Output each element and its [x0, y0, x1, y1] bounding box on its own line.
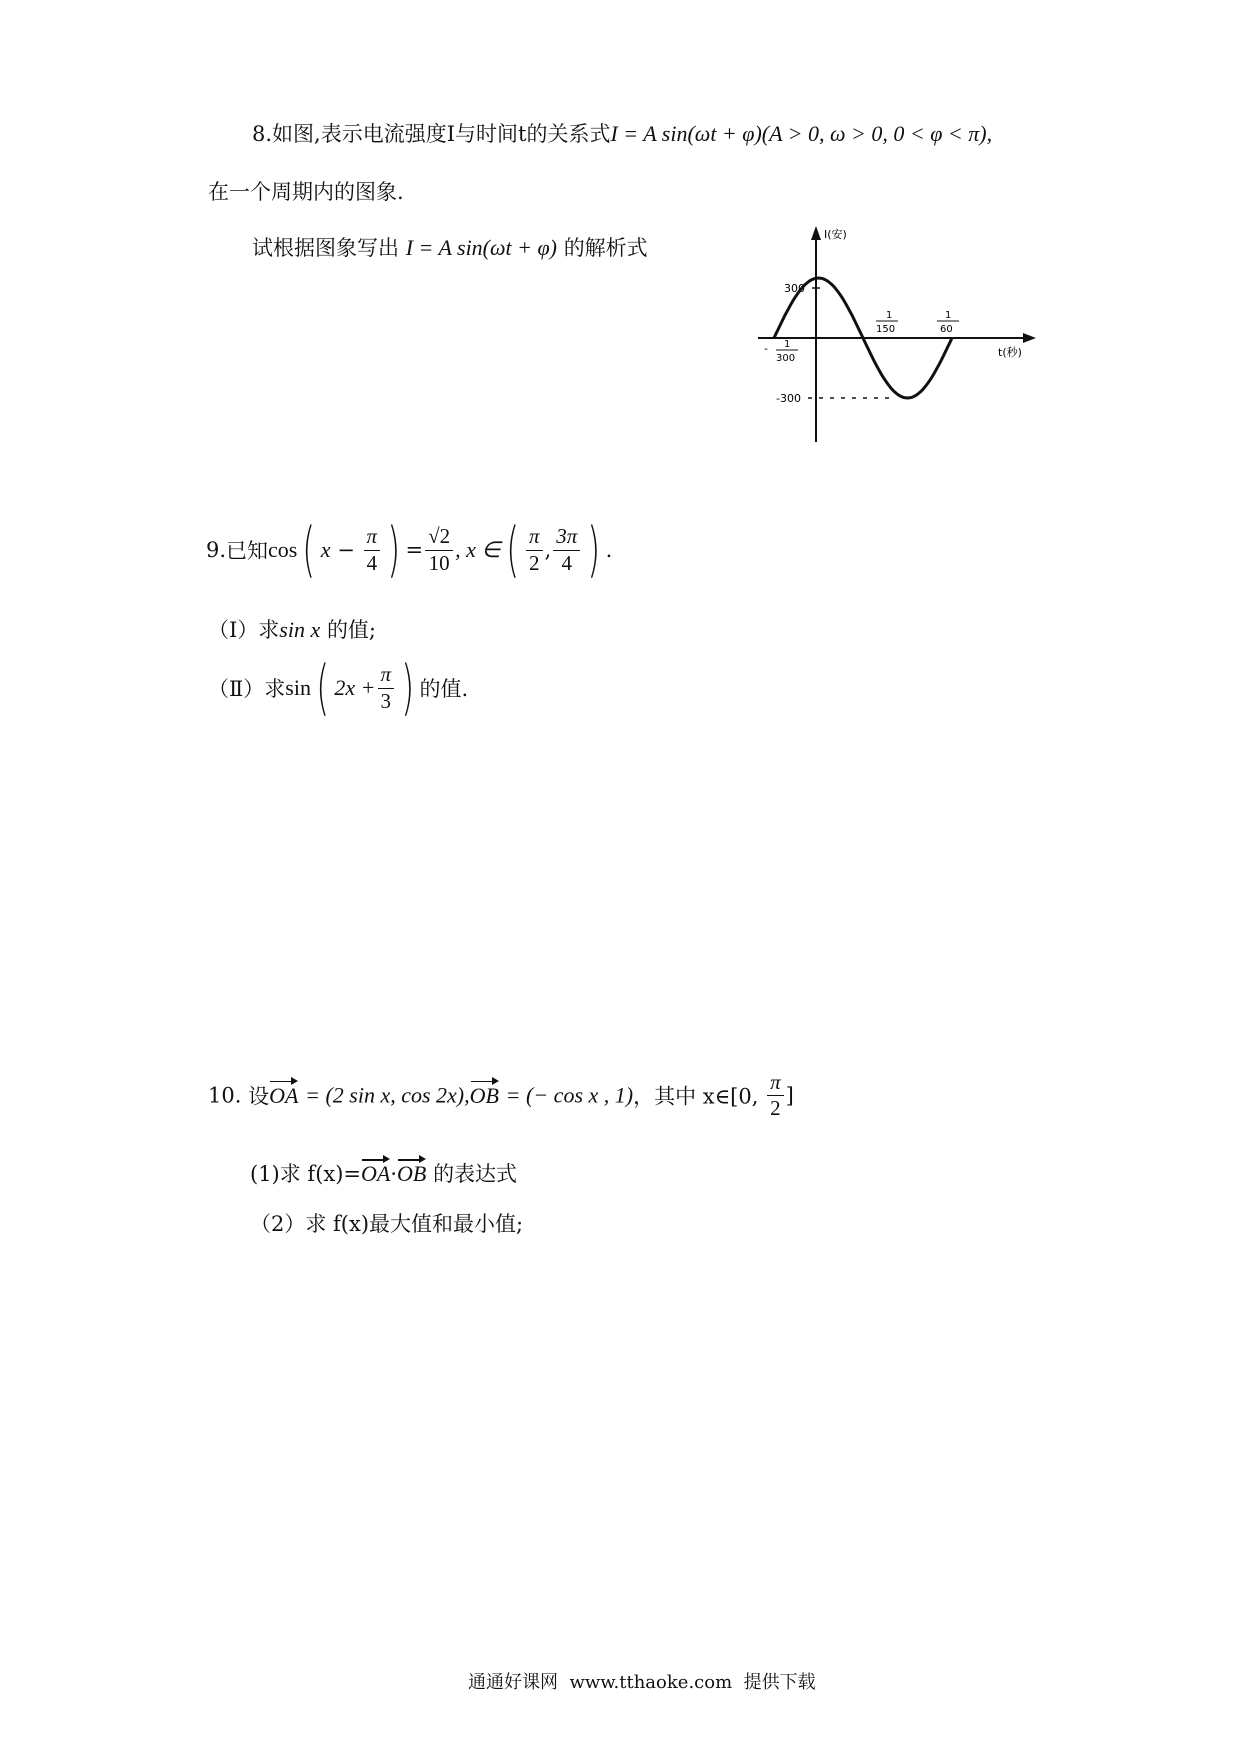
q9-pi: π [364, 524, 381, 550]
q8-task-formula: I = A sin(ωt + φ) [405, 235, 557, 260]
q10-two: 2 [770, 1096, 781, 1121]
q9-part1 [208, 614, 376, 644]
x-axis-label: t(秒) [998, 346, 1022, 359]
q9-part2-inner: 2x + [334, 675, 376, 700]
q9-number: 9. [206, 538, 227, 562]
y-tick-neg300: -300 [776, 392, 801, 405]
x-tick-1-150 [876, 310, 898, 335]
q9-interval-open: ( [505, 515, 519, 585]
q10-pi: π [767, 1070, 784, 1096]
q9-equals: = [405, 538, 424, 562]
q8-number: 8. [252, 122, 273, 146]
q10-set: 设 [248, 1084, 270, 1109]
q9-part2-sin: sin [285, 675, 311, 700]
q9-interval-comma: , [544, 538, 552, 562]
q9-cos: cos [268, 537, 298, 562]
q9-paren-close: ) [387, 515, 401, 585]
q9-three-pi: 3π [553, 524, 580, 550]
q9-part1-label: （Ⅰ）求 [208, 618, 280, 642]
q9-four: 4 [366, 550, 378, 575]
y-tick-300: 300 [784, 282, 805, 295]
x-tick-neg-sign: - [764, 342, 768, 355]
q9-sqrt2-over-10 [425, 524, 453, 575]
q8-task [252, 232, 648, 262]
q9-interval-four: 4 [561, 550, 572, 575]
y-axis-arrow [811, 226, 821, 240]
q10-vector-ob: OB [469, 1082, 499, 1108]
x-tick-1-60 [937, 310, 959, 335]
q8-intro: 如图,表示电流强度I与时间t的关系式 [272, 122, 611, 146]
q8-formula: I = A sin(ωt + φ)(A > 0, ω > 0, 0 < φ < π), [610, 121, 993, 146]
x-tick-60-num: 1 [945, 310, 952, 321]
x-tick-150-den: 150 [876, 324, 896, 335]
q10-ob-value: = (− cos x , 1) [505, 1082, 634, 1108]
q9-line [206, 515, 613, 585]
x-tick-neg-1-300 [764, 339, 798, 364]
x-axis-arrow [1023, 333, 1036, 343]
q9-minus: − [337, 538, 355, 562]
y-axis-label: I(安) [824, 228, 847, 241]
x-tick-150-num: 1 [886, 310, 893, 321]
q9-pi-over-2 [526, 524, 543, 575]
q9-part2 [208, 653, 469, 723]
q10-number: 10. [208, 1083, 242, 1108]
q9-part2-paren-close: ) [401, 653, 415, 723]
q8-task-prefix: 试根据图象写出 [252, 236, 399, 260]
q10-pi-over-2 [767, 1070, 784, 1121]
q9-known: 已知 [226, 539, 269, 563]
q9-part1-suffix: 的值; [326, 618, 377, 642]
q9-interval-pi: π [526, 524, 543, 550]
footer-source: 通通好课网 www.tthaoke.com 提供下载 [468, 1672, 816, 1693]
q9-part2-label: （Ⅱ）求 [208, 677, 286, 701]
q9-part2-pi: π [378, 662, 395, 688]
x-tick-60-den: 60 [940, 324, 953, 335]
q10-part1-ob: OB [397, 1161, 427, 1186]
q10-part2: （2）求 f(x)最大值和最小值; [250, 1212, 524, 1236]
q10-line [208, 1070, 794, 1121]
q9-ten: 10 [428, 550, 450, 575]
q9-x: x [320, 537, 331, 562]
q8-line2: 在一个周期内的图象. [208, 180, 404, 204]
q9-period: . [605, 538, 613, 562]
q9-part2-three: 3 [380, 688, 392, 713]
q10-part1-oa: OA [361, 1161, 391, 1186]
q9-part2-paren-open: ( [316, 653, 330, 723]
q9-paren-open: ( [302, 515, 316, 585]
q9-part1-expr: sin x [279, 617, 321, 642]
q9-pi-over-4 [364, 524, 381, 575]
q9-x-in: , x ∈ [455, 537, 501, 562]
q9-3pi-over-4 [553, 524, 580, 575]
current-time-chart [740, 220, 1060, 450]
q9-interval-close: ) [587, 515, 601, 585]
q10-part1-dot: · [390, 1162, 398, 1186]
q10-vector-oa: OA [269, 1082, 299, 1108]
q10-part1-prefix: (1)求 f(x)= [250, 1162, 362, 1186]
q9-sqrt2: √2 [425, 524, 453, 550]
q9-pi-over-3 [378, 662, 395, 713]
q10-part1-suffix: 的表达式 [433, 1162, 518, 1186]
q10-oa-value: = (2 sin x, cos 2x), [305, 1082, 470, 1108]
q10-part1 [250, 1158, 517, 1188]
x-tick-neg-num: 1 [784, 339, 791, 350]
q10-where: ，其中 x∈[0, [633, 1084, 759, 1109]
x-tick-neg-den: 300 [776, 353, 796, 364]
q9-part2-suffix: 的值. [419, 677, 469, 701]
q10-bracket: ] [785, 1083, 794, 1108]
q9-interval-two: 2 [529, 550, 540, 575]
q8-line1 [252, 118, 992, 148]
q8-task-suffix: 的解析式 [563, 236, 648, 260]
